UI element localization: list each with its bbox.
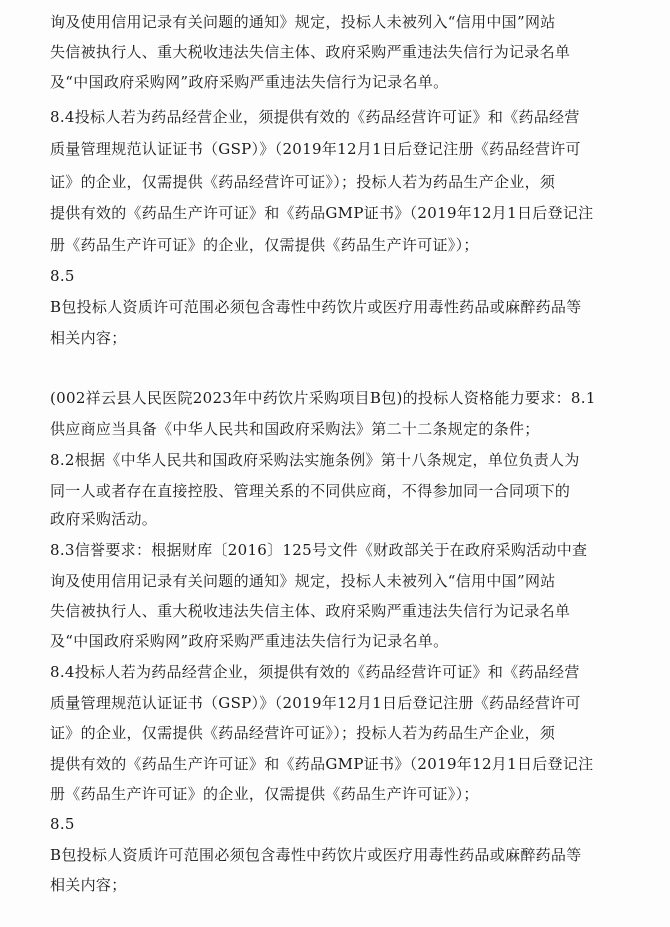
text-line: 同一人或者存在直接控股、管理关系的不同供应商，不得参加同一合同项下的 bbox=[50, 482, 571, 500]
text-line: 供应商应当具备《中华人民共和国政府采购法》第二十二条规定的条件； bbox=[50, 420, 540, 438]
text-line: 证》的企业，仅需提供《药品经营许可证》）；投标人若为药品生产企业，须 bbox=[50, 724, 556, 742]
text-line: (002祥云县人民医院2023年中药饮片采购项目B包)的投标人资格能力要求：8.1 bbox=[50, 389, 596, 407]
text-line: 相关内容； bbox=[50, 329, 127, 347]
text-line: 8.5 bbox=[50, 815, 75, 833]
text-line: 失信被执行人、重大税收违法失信主体、政府采购严重违法失信行为记录名单 bbox=[50, 43, 571, 61]
text-line: 提供有效的《药品生产许可证》和《药品GMP证书》（2019年12月1日后登记注 bbox=[50, 755, 594, 773]
text-line: 8.5 bbox=[50, 267, 75, 285]
text-line: 册《药品生产许可证》的企业，仅需提供《药品生产许可证》）； bbox=[50, 785, 479, 803]
text-line: 8.3信誉要求：根据财库〔2016〕125号文件《财政部关于在政府采购活动中查 bbox=[50, 541, 588, 559]
text-line: 质量管理规范认证证书（GSP）》（2019年12月1日后登记注册《药品经营许可 bbox=[50, 694, 581, 712]
text-line: B包投标人资质许可范围必须包含毒性中药饮片或医疗用毒性药品或麻醉药品等 bbox=[50, 846, 582, 864]
text-line: 8.4投标人若为药品经营企业，须提供有效的《药品经营许可证》和《药品经营 bbox=[50, 663, 580, 681]
text-line: 提供有效的《药品生产许可证》和《药品GMP证书》（2019年12月1日后登记注 bbox=[50, 204, 594, 222]
text-line: 失信被执行人、重大税收违法失信主体、政府采购严重违法失信行为记录名单 bbox=[50, 602, 571, 620]
text-line: 8.2根据《中华人民共和国政府采购法实施条例》第十八条规定，单位负责人为 bbox=[50, 451, 580, 469]
text-line: 及“中国政府采购网”政府采购严重违法失信行为记录名单。 bbox=[50, 73, 449, 91]
text-line: 政府采购活动。 bbox=[50, 510, 158, 528]
text-line: 相关内容； bbox=[50, 876, 127, 894]
text-line: 质量管理规范认证证书（GSP）》（2019年12月1日后登记注册《药品经营许可 bbox=[50, 140, 581, 158]
text-line: 询及使用信用记录有关问题的通知》规定，投标人未被列入“信用中国”网站 bbox=[50, 13, 556, 31]
text-line: B包投标人资质许可范围必须包含毒性中药饮片或医疗用毒性药品或麻醉药品等 bbox=[50, 298, 582, 316]
text-line: 册《药品生产许可证》的企业，仅需提供《药品生产许可证》）； bbox=[50, 236, 479, 254]
text-line: 及“中国政府采购网”政府采购严重违法失信行为记录名单。 bbox=[50, 632, 449, 650]
text-line: 询及使用信用记录有关问题的通知》规定，投标人未被列入“信用中国”网站 bbox=[50, 572, 556, 590]
text-line: 8.4投标人若为药品经营企业，须提供有效的《药品经营许可证》和《药品经营 bbox=[50, 108, 580, 126]
text-line: 证》的企业，仅需提供《药品经营许可证》）；投标人若为药品生产企业，须 bbox=[50, 173, 556, 191]
